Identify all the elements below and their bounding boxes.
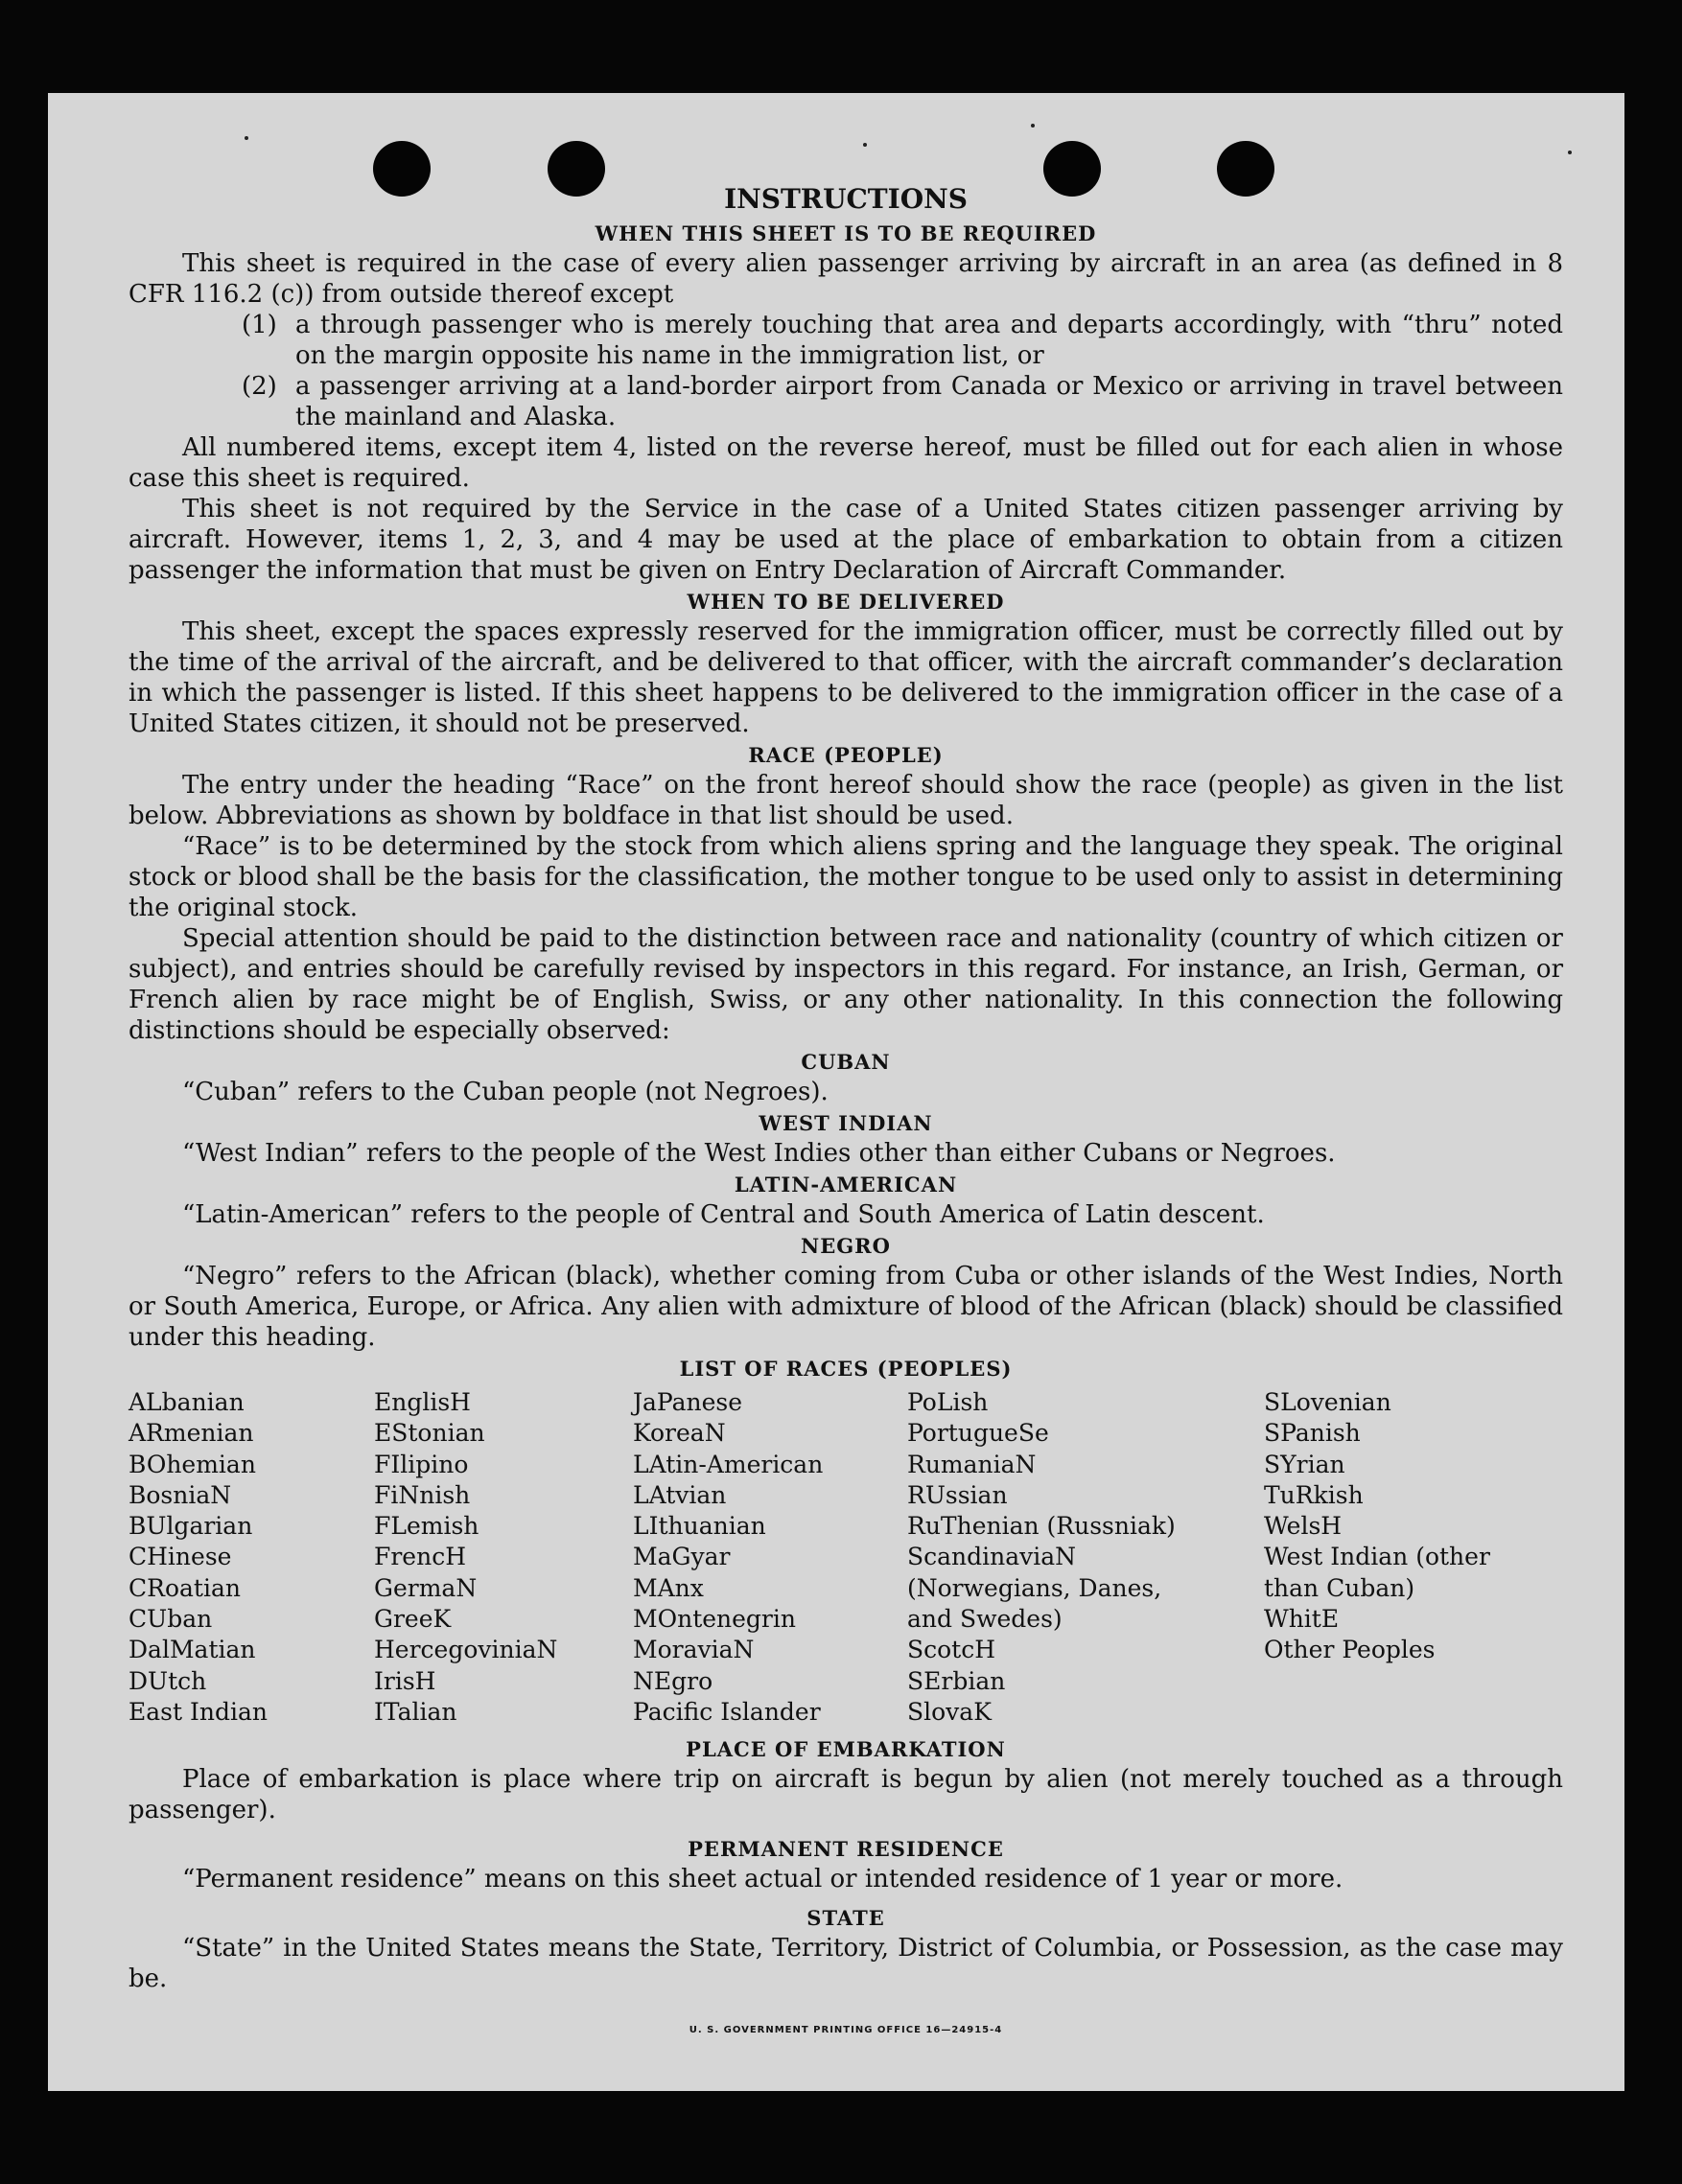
section-heading-races-list: LIST OF RACES (PEOPLES)	[679, 1357, 1013, 1381]
section-heading-latin-american: LATIN-AMERICAN	[734, 1173, 958, 1197]
race-entry: SYrian	[1264, 1450, 1345, 1478]
race-entry: SErbian	[907, 1666, 1006, 1695]
race-entry: SLovenian	[1264, 1388, 1391, 1416]
document-sheet	[48, 93, 1624, 2091]
page-title: INSTRUCTIONS	[724, 183, 968, 215]
races-column	[128, 1387, 374, 1728]
exception-item	[242, 310, 1563, 371]
race-entry: PoLish	[907, 1388, 989, 1416]
race-entry: ITalian	[374, 1697, 457, 1726]
race-entry: Other Peoples	[1264, 1636, 1436, 1664]
race-entry: EnglisH	[374, 1388, 471, 1416]
section-heading-state: STATE	[806, 1906, 885, 1931]
race-entry: East Indian	[128, 1697, 268, 1726]
paper-speck	[863, 143, 867, 147]
exception-text: a passenger arriving at a land-border airport from Canada or Mexico or arriving in travel between the mainland and Alaska.	[295, 372, 1563, 431]
race-entry: SPanish	[1264, 1419, 1361, 1448]
races-column	[1264, 1387, 1563, 1728]
races-list	[128, 1387, 1563, 1728]
race-entry: RuThenian (Russniak)	[907, 1512, 1176, 1541]
race-entry: PortugueSe	[907, 1419, 1049, 1448]
race-entry: Pacific Islander	[633, 1697, 821, 1726]
race-entry: CRoatian	[128, 1573, 241, 1602]
race-entry: BOhemian	[128, 1450, 256, 1478]
race-entry: EStonian	[374, 1419, 485, 1448]
latin-american-paragraph: “Latin-American” refers to the people of Central and South America of Latin descent.	[182, 1200, 1265, 1229]
section-heading-negro: NEGRO	[801, 1234, 891, 1258]
race-paragraph: “Race” is to be determined by the stock from which aliens spring and the language they speak. The original stock or blood shall be the basis for the classification, the mother tongue to be used only to assist in determining the original stock.	[128, 832, 1563, 922]
state-paragraph: “State” in the United States means the State, Territory, District of Columbia, or Possession, as the case may be.	[128, 1934, 1563, 1994]
race-entry: DalMatian	[128, 1636, 256, 1664]
section-heading-west-indian: WEST INDIAN	[759, 1111, 933, 1135]
race-entry: ALbanian	[128, 1388, 245, 1416]
residence-paragraph: “Permanent residence” means on this sheet actual or intended residence of 1 year or more.	[182, 1865, 1343, 1894]
race-entry: FLemish	[374, 1512, 479, 1541]
race-entry: BosniaN	[128, 1480, 232, 1509]
races-column	[907, 1387, 1264, 1728]
exception-text: a through passenger who is merely touching that area and departs accordingly, with “thru” noted on the margin opposite his name in the immigration list, or	[295, 311, 1563, 370]
race-entry: MOntenegrin	[633, 1605, 796, 1634]
required-paragraph: This sheet is not required by the Service in the case of a United States citizen passenger arriving by aircraft. However, items 1, 2, 3, and 4 may be used at the place of embarkation to obtain from a citizen passenger the information that must be given on Entry Declaration of Aircraft Commander.	[128, 495, 1563, 585]
race-entry: NEgro	[633, 1666, 713, 1695]
required-paragraph: All numbered items, except item 4, listed on the reverse hereof, must be filled out for each alien in whose case this sheet is required.	[128, 433, 1563, 493]
race-entry: WhitE	[1264, 1605, 1340, 1634]
race-entry: LIthuanian	[633, 1512, 766, 1541]
section-heading-embarkation: PLACE OF EMBARKATION	[686, 1737, 1006, 1762]
races-column	[633, 1387, 907, 1728]
race-entry: BUlgarian	[128, 1512, 253, 1541]
race-entry: West Indian (other than Cuban)	[1264, 1543, 1490, 1602]
cuban-paragraph: “Cuban” refers to the Cuban people (not Negroes).	[182, 1078, 829, 1106]
paper-speck	[1031, 124, 1035, 128]
race-entry: SlovaK	[907, 1697, 992, 1726]
exception-number: (1)	[242, 311, 277, 339]
race-entry: CUban	[128, 1605, 213, 1634]
race-entry: DUtch	[128, 1666, 207, 1695]
race-entry: CHinese	[128, 1543, 232, 1571]
section-heading-cuban: CUBAN	[801, 1050, 891, 1074]
race-entry: ARmenian	[128, 1419, 254, 1448]
race-entry: HercegoviniaN	[374, 1636, 558, 1664]
race-entry: JaPanese	[633, 1388, 743, 1416]
race-entry: MoraviaN	[633, 1636, 755, 1664]
exception-number: (2)	[242, 372, 277, 401]
negro-paragraph: “Negro” refers to the African (black), whether coming from Cuba or other islands of the West Indies, North or South America, Europe, or Africa. Any alien with admixture of blood of the African (black) should be classified under this heading.	[128, 1262, 1563, 1352]
race-entry: MaGyar	[633, 1543, 731, 1571]
race-entry: FrencH	[374, 1543, 466, 1571]
section-heading-residence: PERMANENT RESIDENCE	[688, 1837, 1004, 1862]
race-entry: ScotcH	[907, 1636, 996, 1664]
delivered-paragraph: This sheet, except the spaces expressly reserved for the immigration officer, must be correctly filled out by the time of the arrival of the aircraft, and be delivered to that officer, with the aircraft commander’s declaration in which the passenger is listed. If this sheet happens to be delivered to the immigration officer in the case of a United States citizen, it should not be preserved.	[128, 617, 1563, 738]
section-heading-required: WHEN THIS SHEET IS TO BE REQUIRED	[595, 221, 1097, 245]
race-entry: ScandinaviaN (Norwegians, Danes, and Swedes)	[907, 1543, 1162, 1634]
race-entry: GreeK	[374, 1605, 452, 1634]
embarkation-paragraph: Place of embarkation is place where trip on aircraft is begun by alien (not merely touched as a through passenger).	[128, 1765, 1563, 1825]
race-entry: RumaniaN	[907, 1450, 1037, 1478]
paper-speck	[1568, 151, 1572, 154]
west-indian-paragraph: “West Indian” refers to the people of the West Indies other than either Cubans or Negroes.	[182, 1139, 1336, 1168]
race-entry: TuRkish	[1264, 1480, 1364, 1509]
section-heading-delivered: WHEN TO BE DELIVERED	[687, 590, 1005, 614]
race-entry: WelsH	[1264, 1512, 1343, 1541]
race-entry: RUssian	[907, 1480, 1008, 1509]
exception-item	[242, 371, 1563, 432]
race-paragraph: Special attention should be paid to the distinction between race and nationality (country of which citizen or subject), and entries should be carefully revised by inspectors in this regard. For instance, an Irish, German, or French alien by race might be of English, Swiss, or any other nationality. In this connection the following distinctions should be especially observed:	[128, 924, 1563, 1045]
required-intro: This sheet is required in the case of every alien passenger arriving by aircraft in an area (as defined in 8 CFR 116.2 (c)) from outside thereof except	[128, 249, 1563, 309]
paper-speck	[245, 136, 248, 140]
instructions-content	[128, 181, 1563, 2046]
race-paragraph: The entry under the heading “Race” on the front hereof should show the race (people) as given in the list below. Abbreviations as shown by boldface in that list should be used.	[128, 771, 1563, 830]
race-entry: FIlipino	[374, 1450, 469, 1478]
race-entry: IrisH	[374, 1666, 436, 1695]
printer-imprint: U. S. GOVERNMENT PRINTING OFFICE 16—24915-4	[689, 2025, 1003, 2036]
race-entry: KoreaN	[633, 1419, 726, 1448]
race-entry: LAtin-American	[633, 1450, 824, 1478]
race-entry: FiNnish	[374, 1480, 471, 1509]
race-entry: GermaN	[374, 1573, 478, 1602]
section-heading-race: RACE (PEOPLE)	[748, 743, 944, 767]
race-entry: LAtvian	[633, 1480, 727, 1509]
races-column	[374, 1387, 633, 1728]
race-entry: MAnx	[633, 1573, 704, 1602]
